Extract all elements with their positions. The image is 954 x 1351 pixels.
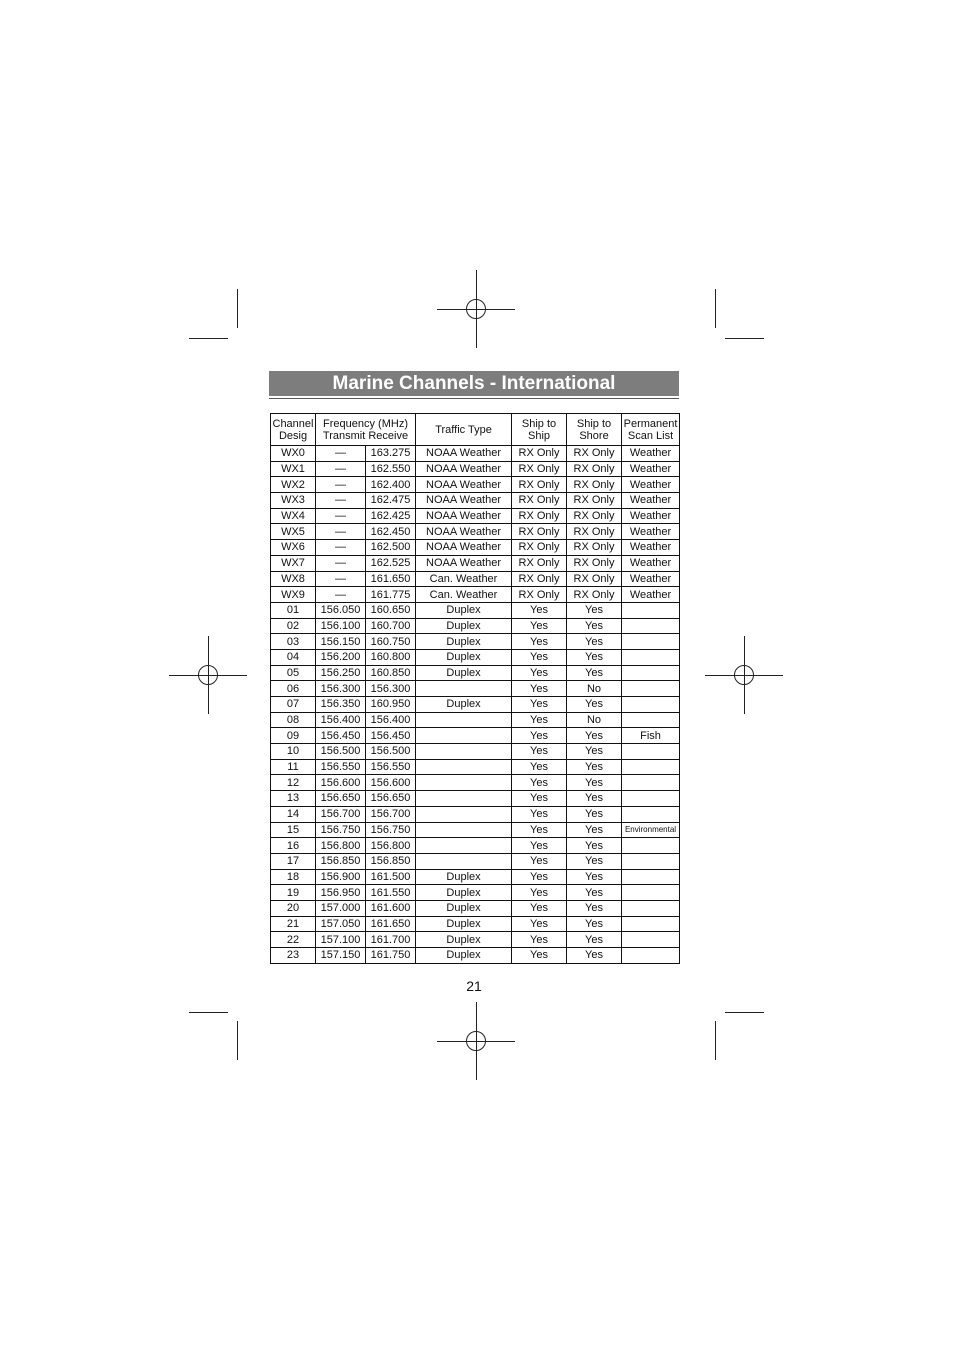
cell-ship-to-shore: RX Only	[567, 587, 622, 603]
cell-ship-to-shore: Yes	[567, 806, 622, 822]
cell-scan-list	[622, 697, 680, 713]
cell-transmit-freq: —	[316, 555, 366, 571]
table-row	[271, 555, 680, 571]
cell-scan-list: Weather	[622, 446, 680, 462]
cell-traffic-type	[416, 775, 512, 791]
table-row	[271, 618, 680, 634]
cell-receive-freq: 161.650	[366, 571, 416, 587]
cell-channel: 20	[271, 900, 316, 916]
registration-target-right	[725, 656, 763, 694]
cell-ship-to-ship: Yes	[512, 916, 567, 932]
cell-ship-to-shore: Yes	[567, 728, 622, 744]
cell-traffic-type	[416, 712, 512, 728]
table-row	[271, 508, 680, 524]
cell-scan-list	[622, 900, 680, 916]
cell-channel: 07	[271, 697, 316, 713]
cell-ship-to-ship: Yes	[512, 869, 567, 885]
cell-receive-freq: 156.400	[366, 712, 416, 728]
cell-transmit-freq: 156.150	[316, 634, 366, 650]
cell-transmit-freq: 156.050	[316, 602, 366, 618]
cell-traffic-type	[416, 806, 512, 822]
cell-scan-list: Weather	[622, 508, 680, 524]
cell-transmit-freq: 156.500	[316, 744, 366, 760]
cell-receive-freq: 160.750	[366, 634, 416, 650]
crop-mark-top-right-v	[715, 289, 716, 328]
table-row	[271, 791, 680, 807]
cell-ship-to-ship: Yes	[512, 838, 567, 854]
table-row	[271, 900, 680, 916]
cell-receive-freq: 160.700	[366, 618, 416, 634]
cell-transmit-freq: 157.000	[316, 900, 366, 916]
cell-channel: 10	[271, 744, 316, 760]
title-underline	[269, 398, 679, 399]
cell-ship-to-ship: RX Only	[512, 493, 567, 509]
cell-ship-to-ship: RX Only	[512, 587, 567, 603]
cell-ship-to-ship: Yes	[512, 665, 567, 681]
cell-receive-freq: 162.475	[366, 493, 416, 509]
cell-ship-to-shore: Yes	[567, 932, 622, 948]
page-title: Marine Channels - International	[269, 371, 679, 396]
table-row	[271, 728, 680, 744]
cell-receive-freq: 161.500	[366, 869, 416, 885]
cell-ship-to-ship: Yes	[512, 634, 567, 650]
cell-receive-freq: 162.425	[366, 508, 416, 524]
cell-traffic-type: NOAA Weather	[416, 461, 512, 477]
cell-transmit-freq: 156.350	[316, 697, 366, 713]
cell-traffic-type	[416, 728, 512, 744]
cell-traffic-type: NOAA Weather	[416, 524, 512, 540]
cell-receive-freq: 161.550	[366, 885, 416, 901]
cell-transmit-freq: —	[316, 540, 366, 556]
cell-transmit-freq: —	[316, 524, 366, 540]
cell-ship-to-ship: Yes	[512, 806, 567, 822]
cell-channel: WX2	[271, 477, 316, 493]
cell-scan-list	[622, 681, 680, 697]
cell-channel: 21	[271, 916, 316, 932]
cell-scan-list	[622, 665, 680, 681]
cell-traffic-type: Duplex	[416, 602, 512, 618]
cell-receive-freq: 156.600	[366, 775, 416, 791]
table-row	[271, 869, 680, 885]
cell-transmit-freq: —	[316, 477, 366, 493]
cell-ship-to-shore: RX Only	[567, 571, 622, 587]
cell-scan-list	[622, 634, 680, 650]
cell-receive-freq: 162.550	[366, 461, 416, 477]
cell-channel: WX9	[271, 587, 316, 603]
cell-ship-to-ship: Yes	[512, 822, 567, 838]
cell-ship-to-shore: Yes	[567, 775, 622, 791]
cell-ship-to-shore: Yes	[567, 744, 622, 760]
cell-ship-to-shore: Yes	[567, 853, 622, 869]
cell-scan-list: Weather	[622, 524, 680, 540]
table-row	[271, 822, 680, 838]
cell-receive-freq: 161.775	[366, 587, 416, 603]
cell-scan-list: Weather	[622, 571, 680, 587]
cell-receive-freq: 162.500	[366, 540, 416, 556]
cell-ship-to-shore: No	[567, 712, 622, 728]
cell-channel: WX4	[271, 508, 316, 524]
cell-receive-freq: 156.850	[366, 853, 416, 869]
cell-receive-freq: 156.450	[366, 728, 416, 744]
crop-mark-bottom-right-h	[725, 1012, 764, 1013]
crop-mark-top-left-h	[189, 338, 228, 339]
cell-traffic-type: Can. Weather	[416, 571, 512, 587]
cell-channel: 06	[271, 681, 316, 697]
table-row	[271, 634, 680, 650]
cell-ship-to-ship: RX Only	[512, 477, 567, 493]
cell-scan-list: Weather	[622, 555, 680, 571]
cell-ship-to-ship: Yes	[512, 697, 567, 713]
cell-channel: 14	[271, 806, 316, 822]
table-row	[271, 524, 680, 540]
cell-traffic-type: NOAA Weather	[416, 555, 512, 571]
cell-channel: 12	[271, 775, 316, 791]
table-row	[271, 948, 680, 964]
cell-receive-freq: 156.750	[366, 822, 416, 838]
cell-receive-freq: 160.850	[366, 665, 416, 681]
cell-ship-to-shore: RX Only	[567, 555, 622, 571]
crop-mark-bottom-left-v	[237, 1021, 238, 1060]
table-row	[271, 885, 680, 901]
cell-ship-to-ship: Yes	[512, 775, 567, 791]
cell-traffic-type: Duplex	[416, 665, 512, 681]
cell-transmit-freq: 156.850	[316, 853, 366, 869]
cell-scan-list: Weather	[622, 477, 680, 493]
cell-ship-to-ship: RX Only	[512, 508, 567, 524]
cell-traffic-type: Duplex	[416, 697, 512, 713]
cell-traffic-type: NOAA Weather	[416, 540, 512, 556]
cell-channel: WX0	[271, 446, 316, 462]
header-scan-list: Permanent Scan List	[622, 414, 680, 446]
cell-transmit-freq: 156.550	[316, 759, 366, 775]
cell-scan-list	[622, 885, 680, 901]
cell-traffic-type	[416, 744, 512, 760]
cell-channel: 02	[271, 618, 316, 634]
cell-traffic-type	[416, 681, 512, 697]
cell-ship-to-shore: Yes	[567, 602, 622, 618]
cell-receive-freq: 161.750	[366, 948, 416, 964]
table-row	[271, 916, 680, 932]
cell-ship-to-shore: Yes	[567, 885, 622, 901]
cell-receive-freq: 156.550	[366, 759, 416, 775]
cell-receive-freq: 162.525	[366, 555, 416, 571]
cell-receive-freq: 161.700	[366, 932, 416, 948]
table-row	[271, 571, 680, 587]
cell-ship-to-ship: RX Only	[512, 524, 567, 540]
cell-transmit-freq: 156.800	[316, 838, 366, 854]
cell-scan-list	[622, 806, 680, 822]
cell-ship-to-shore: RX Only	[567, 493, 622, 509]
cell-ship-to-shore: Yes	[567, 759, 622, 775]
cell-traffic-type: Duplex	[416, 900, 512, 916]
page-number: 21	[466, 978, 482, 994]
cell-receive-freq: 156.300	[366, 681, 416, 697]
cell-transmit-freq: —	[316, 461, 366, 477]
cell-traffic-type: Duplex	[416, 948, 512, 964]
cell-ship-to-ship: Yes	[512, 602, 567, 618]
table-row	[271, 932, 680, 948]
cell-ship-to-shore: Yes	[567, 838, 622, 854]
cell-channel: 13	[271, 791, 316, 807]
cell-scan-list: Environmental	[622, 822, 680, 838]
cell-traffic-type	[416, 759, 512, 775]
cell-scan-list	[622, 602, 680, 618]
cell-traffic-type: Can. Weather	[416, 587, 512, 603]
cell-transmit-freq: 157.100	[316, 932, 366, 948]
table-row	[271, 446, 680, 462]
cell-receive-freq: 162.400	[366, 477, 416, 493]
cell-traffic-type: Duplex	[416, 649, 512, 665]
cell-ship-to-shore: Yes	[567, 900, 622, 916]
cell-ship-to-shore: Yes	[567, 665, 622, 681]
cell-ship-to-shore: RX Only	[567, 477, 622, 493]
table-row	[271, 461, 680, 477]
cell-ship-to-shore: RX Only	[567, 461, 622, 477]
cell-channel: 03	[271, 634, 316, 650]
cell-channel: 11	[271, 759, 316, 775]
cell-ship-to-ship: Yes	[512, 791, 567, 807]
cell-traffic-type	[416, 791, 512, 807]
cell-receive-freq: 163.275	[366, 446, 416, 462]
cell-transmit-freq: 156.700	[316, 806, 366, 822]
cell-ship-to-shore: Yes	[567, 618, 622, 634]
cell-transmit-freq: 156.950	[316, 885, 366, 901]
cell-transmit-freq: 156.300	[316, 681, 366, 697]
cell-ship-to-ship: Yes	[512, 759, 567, 775]
cell-ship-to-ship: RX Only	[512, 446, 567, 462]
cell-ship-to-shore: Yes	[567, 869, 622, 885]
cell-transmit-freq: 156.450	[316, 728, 366, 744]
cell-receive-freq: 160.950	[366, 697, 416, 713]
table-row	[271, 853, 680, 869]
cell-channel: 05	[271, 665, 316, 681]
cell-ship-to-ship: RX Only	[512, 571, 567, 587]
cell-ship-to-shore: RX Only	[567, 508, 622, 524]
cell-scan-list	[622, 916, 680, 932]
crop-mark-bottom-right-v	[715, 1021, 716, 1060]
cell-traffic-type: NOAA Weather	[416, 508, 512, 524]
cell-ship-to-ship: Yes	[512, 744, 567, 760]
marine-channels-table	[270, 413, 680, 964]
cell-ship-to-ship: RX Only	[512, 461, 567, 477]
header-ship-to-shore: Ship to Shore	[567, 414, 622, 446]
cell-ship-to-shore: No	[567, 681, 622, 697]
header-channel: Channel Desig	[271, 414, 316, 446]
cell-scan-list: Weather	[622, 493, 680, 509]
table-row	[271, 806, 680, 822]
cell-scan-list	[622, 932, 680, 948]
cell-channel: 15	[271, 822, 316, 838]
cell-traffic-type: NOAA Weather	[416, 477, 512, 493]
table-header-row	[271, 414, 680, 446]
cell-ship-to-ship: Yes	[512, 712, 567, 728]
crop-mark-top-left-v	[237, 289, 238, 328]
cell-receive-freq: 162.450	[366, 524, 416, 540]
cell-receive-freq: 156.700	[366, 806, 416, 822]
registration-target-bottom	[457, 1022, 495, 1060]
table-row	[271, 838, 680, 854]
cell-scan-list	[622, 712, 680, 728]
cell-ship-to-shore: Yes	[567, 916, 622, 932]
cell-channel: WX3	[271, 493, 316, 509]
cell-transmit-freq: 156.400	[316, 712, 366, 728]
cell-ship-to-ship: Yes	[512, 853, 567, 869]
cell-traffic-type	[416, 822, 512, 838]
cell-channel: 04	[271, 649, 316, 665]
cell-traffic-type: NOAA Weather	[416, 493, 512, 509]
cell-channel: WX5	[271, 524, 316, 540]
cell-transmit-freq: 157.150	[316, 948, 366, 964]
cell-ship-to-shore: RX Only	[567, 524, 622, 540]
cell-ship-to-shore: RX Only	[567, 540, 622, 556]
header-ship-to-ship: Ship to Ship	[512, 414, 567, 446]
cell-scan-list: Weather	[622, 540, 680, 556]
cell-receive-freq: 156.800	[366, 838, 416, 854]
cell-scan-list	[622, 618, 680, 634]
table-row	[271, 665, 680, 681]
cell-receive-freq: 161.650	[366, 916, 416, 932]
cell-scan-list	[622, 775, 680, 791]
cell-ship-to-shore: RX Only	[567, 446, 622, 462]
cell-traffic-type: Duplex	[416, 634, 512, 650]
table-row	[271, 681, 680, 697]
cell-scan-list	[622, 744, 680, 760]
cell-channel: WX7	[271, 555, 316, 571]
cell-scan-list	[622, 649, 680, 665]
cell-channel: 22	[271, 932, 316, 948]
cell-channel: 18	[271, 869, 316, 885]
cell-scan-list: Fish	[622, 728, 680, 744]
crop-mark-bottom-left-h	[189, 1012, 228, 1013]
table-row	[271, 649, 680, 665]
cell-transmit-freq: 156.600	[316, 775, 366, 791]
cell-traffic-type: Duplex	[416, 916, 512, 932]
cell-traffic-type: Duplex	[416, 932, 512, 948]
cell-scan-list	[622, 869, 680, 885]
table-row	[271, 712, 680, 728]
cell-ship-to-shore: Yes	[567, 822, 622, 838]
cell-ship-to-ship: Yes	[512, 649, 567, 665]
cell-scan-list: Weather	[622, 461, 680, 477]
cell-traffic-type: Duplex	[416, 618, 512, 634]
table-row	[271, 477, 680, 493]
cell-transmit-freq: 156.200	[316, 649, 366, 665]
cell-traffic-type: Duplex	[416, 869, 512, 885]
cell-channel: 23	[271, 948, 316, 964]
table-row	[271, 493, 680, 509]
registration-target-left	[189, 656, 227, 694]
registration-target-top	[457, 290, 495, 328]
cell-scan-list	[622, 791, 680, 807]
crop-mark-top-right-h	[725, 338, 764, 339]
cell-transmit-freq: 156.250	[316, 665, 366, 681]
cell-receive-freq: 160.650	[366, 602, 416, 618]
cell-channel: 09	[271, 728, 316, 744]
cell-channel: 19	[271, 885, 316, 901]
cell-receive-freq: 156.650	[366, 791, 416, 807]
cell-channel: WX8	[271, 571, 316, 587]
cell-ship-to-ship: Yes	[512, 681, 567, 697]
cell-transmit-freq: 156.750	[316, 822, 366, 838]
cell-scan-list	[622, 948, 680, 964]
cell-ship-to-shore: Yes	[567, 697, 622, 713]
cell-transmit-freq: —	[316, 493, 366, 509]
cell-transmit-freq: —	[316, 508, 366, 524]
table-row	[271, 602, 680, 618]
cell-scan-list	[622, 759, 680, 775]
cell-transmit-freq: —	[316, 587, 366, 603]
table-row	[271, 697, 680, 713]
cell-receive-freq: 161.600	[366, 900, 416, 916]
cell-ship-to-shore: Yes	[567, 649, 622, 665]
cell-scan-list: Weather	[622, 587, 680, 603]
cell-channel: 16	[271, 838, 316, 854]
table-row	[271, 744, 680, 760]
cell-ship-to-shore: Yes	[567, 634, 622, 650]
cell-transmit-freq: —	[316, 571, 366, 587]
cell-transmit-freq: 156.900	[316, 869, 366, 885]
cell-ship-to-shore: Yes	[567, 791, 622, 807]
table-row	[271, 759, 680, 775]
cell-transmit-freq: 157.050	[316, 916, 366, 932]
cell-ship-to-ship: RX Only	[512, 540, 567, 556]
cell-transmit-freq: 156.100	[316, 618, 366, 634]
table-body	[271, 446, 680, 964]
table-row	[271, 775, 680, 791]
cell-ship-to-ship: Yes	[512, 948, 567, 964]
table-row	[271, 540, 680, 556]
cell-ship-to-ship: Yes	[512, 885, 567, 901]
cell-channel: 08	[271, 712, 316, 728]
header-frequency: Frequency (MHz) Transmit Receive	[316, 414, 416, 446]
cell-channel: 17	[271, 853, 316, 869]
cell-receive-freq: 160.800	[366, 649, 416, 665]
cell-receive-freq: 156.500	[366, 744, 416, 760]
cell-scan-list	[622, 853, 680, 869]
cell-ship-to-ship: Yes	[512, 932, 567, 948]
cell-channel: 01	[271, 602, 316, 618]
cell-transmit-freq: 156.650	[316, 791, 366, 807]
cell-channel: WX1	[271, 461, 316, 477]
table-row	[271, 587, 680, 603]
cell-ship-to-ship: Yes	[512, 728, 567, 744]
cell-ship-to-ship: RX Only	[512, 555, 567, 571]
cell-traffic-type: NOAA Weather	[416, 446, 512, 462]
cell-traffic-type	[416, 853, 512, 869]
header-traffic-type: Traffic Type	[416, 414, 512, 446]
cell-transmit-freq: —	[316, 446, 366, 462]
cell-ship-to-ship: Yes	[512, 618, 567, 634]
cell-traffic-type: Duplex	[416, 885, 512, 901]
cell-channel: WX6	[271, 540, 316, 556]
cell-ship-to-ship: Yes	[512, 900, 567, 916]
cell-scan-list	[622, 838, 680, 854]
cell-traffic-type	[416, 838, 512, 854]
cell-ship-to-shore: Yes	[567, 948, 622, 964]
